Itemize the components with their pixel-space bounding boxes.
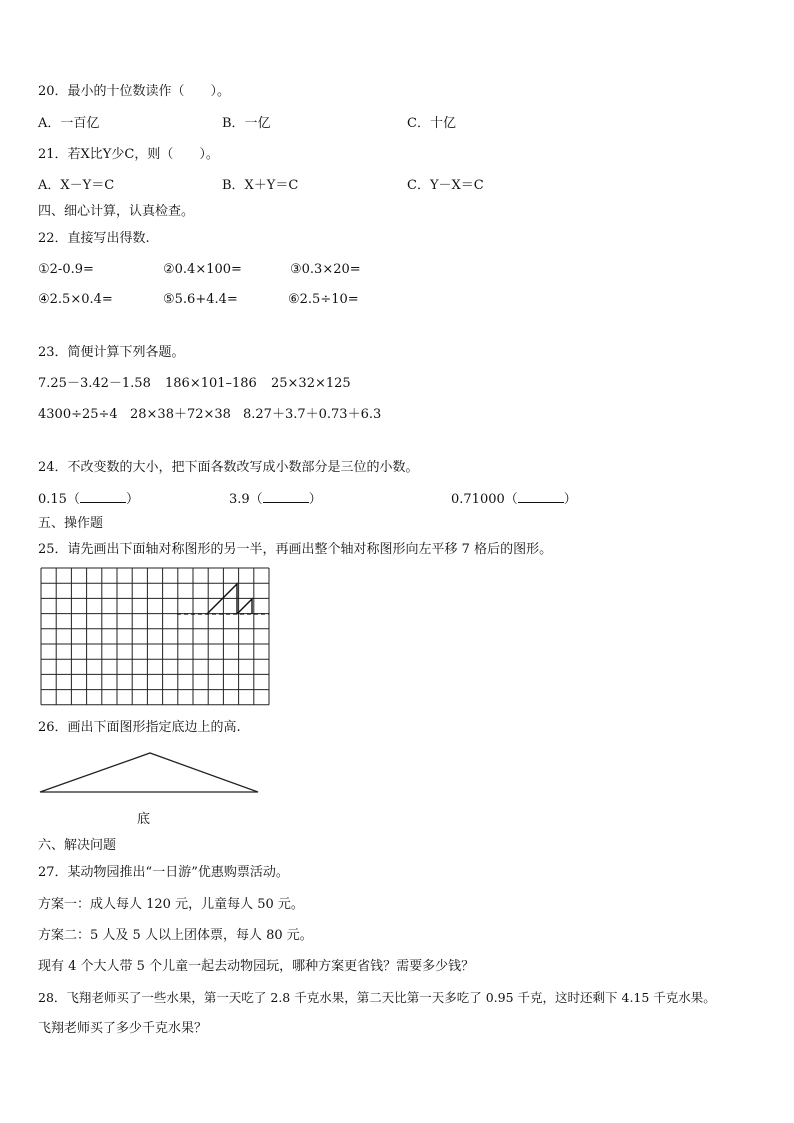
q24-number: 3.9（ xyxy=(229,492,263,507)
q24-stem: 24．不改变数的大小，把下面各数改写成小数部分是三位的小数。 xyxy=(38,460,419,475)
q27-stem: 27．某动物园推出“一日游”优惠购票活动。 xyxy=(38,865,289,880)
q24-number: 0.15（ xyxy=(38,492,80,507)
q26-base-label: 底 xyxy=(137,812,151,827)
obtuse-triangle xyxy=(40,753,258,792)
q24-item-3 xyxy=(451,490,577,508)
q24-item-2 xyxy=(229,490,322,508)
q22-item-5: ⑤5.6+4.4= xyxy=(163,292,238,307)
q22-item-3: ③0.3×20= xyxy=(290,262,361,277)
q27-plan-2: 方案二：5 人及 5 人以上团体票，每人 80 元。 xyxy=(38,928,313,943)
q22-item-4: ④2.5×0.4= xyxy=(38,292,113,307)
q27-question: 现有 4 个大人带 5 个儿童一起去动物园玩，哪种方案更省钱？需要多少钱？ xyxy=(38,959,475,974)
q23-item-4: 4300÷25÷4 xyxy=(38,407,118,422)
q20-stem: 20．最小的十位数读作（ ）。 xyxy=(38,84,231,99)
q21-stem: 21．若X比Y少C，则（ ）。 xyxy=(38,147,219,162)
q23-item-2: 186×101–186 xyxy=(165,376,257,391)
q22-item-6: ⑥2.5÷10= xyxy=(288,292,359,307)
q22-item-2: ②0.4×100= xyxy=(163,262,242,277)
q23-item-3: 25×32×125 xyxy=(271,376,351,391)
answer-blank[interactable] xyxy=(80,490,126,503)
q23-item-6: 8.27＋3.7＋0.73＋6.3 xyxy=(243,407,382,422)
q23-item-1: 7.25－3.42－1.58 xyxy=(38,376,151,391)
answer-blank[interactable] xyxy=(518,490,564,503)
q23-stem: 23．简便计算下列各题。 xyxy=(38,345,185,360)
q28-line-2: 飞翔老师买了多少千克水果？ xyxy=(38,1021,208,1036)
section-6-heading: 六、解决问题 xyxy=(38,838,117,853)
section-5-heading: 五、操作题 xyxy=(38,516,104,531)
answer-blank[interactable] xyxy=(263,490,309,503)
q24-close: ） xyxy=(563,492,577,507)
q24-number: 0.71000（ xyxy=(451,492,518,507)
q20-option-c: C．十亿 xyxy=(407,116,456,131)
q25-grid[interactable] xyxy=(41,568,269,706)
q20-option-a: A．一百亿 xyxy=(38,116,100,131)
q26-stem: 26．画出下面图形指定底边上的高. xyxy=(38,720,241,735)
q22-stem: 22．直接写出得数. xyxy=(38,231,150,246)
q24-item-1 xyxy=(38,490,139,508)
q21-option-c: C．Y－X＝C xyxy=(407,178,484,193)
q27-plan-1: 方案一：成人每人 120 元，儿童每人 50 元。 xyxy=(38,897,304,912)
q28-line-1: 28．飞翔老师买了一些水果，第一天吃了 2.8 千克水果，第二天比第一天多吃了 0.95 千克，这时还剩下 4.15 千克水果。 xyxy=(38,990,716,1005)
half-shape-small-step xyxy=(237,599,252,614)
half-shape-large-step xyxy=(207,584,237,614)
q20-option-b: B．一亿 xyxy=(222,116,271,131)
q22-item-1: ①2-0.9= xyxy=(38,262,94,277)
q24-close: ） xyxy=(308,492,322,507)
q25-stem: 25．请先画出下面轴对称图形的另一半，再画出整个轴对称图形向左平移 7 格后的图形。 xyxy=(38,542,553,557)
q21-option-b: B．X＋Y＝C xyxy=(222,178,299,193)
q24-close: ） xyxy=(125,492,139,507)
q21-option-a: A．X－Y＝C xyxy=(38,178,115,193)
q26-triangle[interactable] xyxy=(40,752,260,796)
q23-item-5: 28×38＋72×38 xyxy=(130,407,231,422)
section-4-heading: 四、细心计算，认真检查。 xyxy=(38,204,195,219)
